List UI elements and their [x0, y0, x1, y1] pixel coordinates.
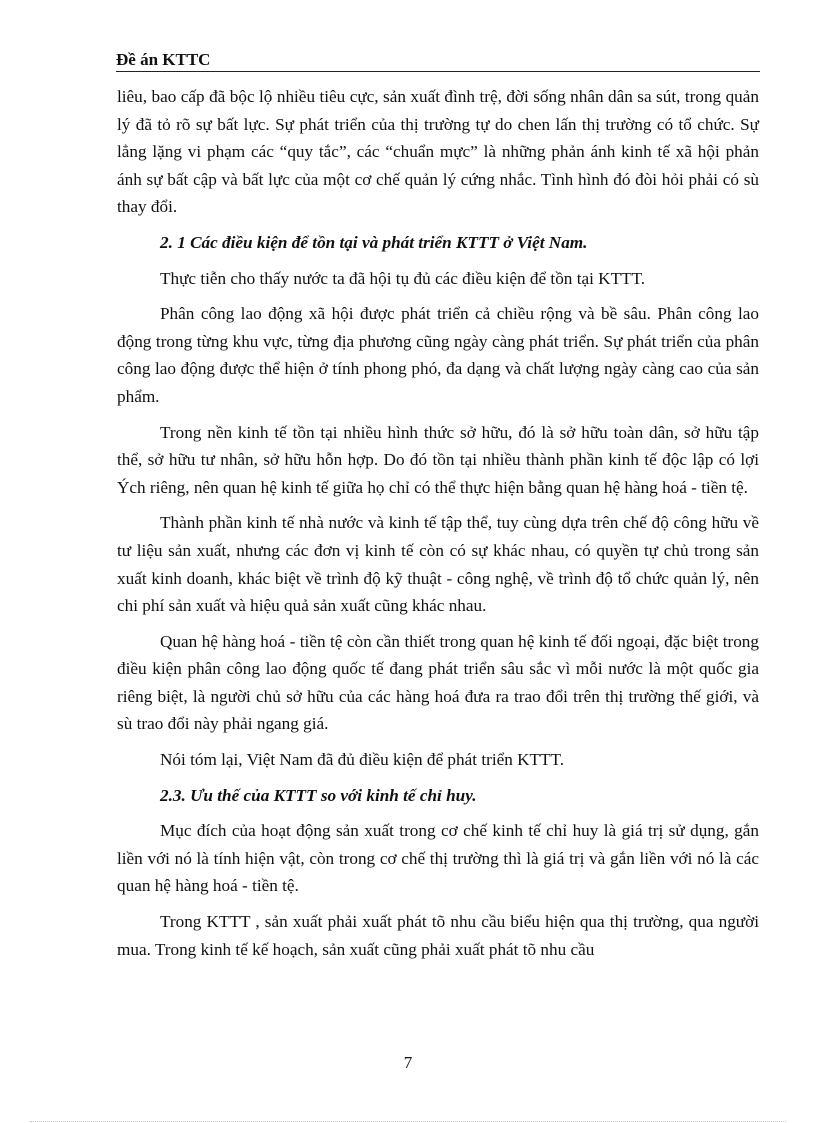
- paragraph: Mục đích của hoạt động sản xuất trong cơ chế kinh tế chỉ huy là giá trị sử dụng, gắn liền với nó là tính hiện vật, còn trong cơ chế thị trường thì là giá trị và gắn liền với nó là các quan hệ hàng hoá - tiền tệ.: [117, 821, 759, 896]
- paragraph: Thành phần kinh tế nhà nước và kinh tế tập thể, tuy cùng dựa trên chế độ công hữu về tư liệu sản xuất, nhưng các đơn vị kinh tế còn có sự khác nhau, có quyền tự chủ trong sản xuất kinh doanh, khác biệt về trình độ kỹ thuật - công nghệ, về trình độ tổ chức quản lý, nên chi phí sản xuất và hiệu quả sản xuất cũng khác nhau.: [117, 513, 759, 616]
- paragraph: Nói tóm lại, Việt Nam đã đủ điều kiện để phát triển KTTT.: [160, 750, 565, 770]
- paragraph-continued: liêu, bao cấp đã bộc lộ nhiều tiêu cực, sản xuất đình trệ, đời sống nhân dân sa sút, trong quản lý đã tỏ rõ sự bất lực. Sự phát triển của thị trường tự do chen lấn thị trường có tổ chức. Sự lẳng lặng vi phạm các “quy tắc”, các “chuẩn mực” là những phản ánh kinh tế xã hội phản ánh sự bất cập và bất lực của một cơ chế quản lý cứng nhắc. Tình hình đó đòi hỏi phải có sù thay đổi.: [117, 87, 759, 217]
- section-heading-2-1: 2. 1 Các điều kiện để tồn tại và phát triển KTTT ở Việt Nam.: [160, 232, 588, 252]
- paragraph: Trong nền kinh tế tồn tại nhiều hình thức sở hữu, đó là sở hữu toàn dân, sở hữu tập thể, sở hữu tư nhân, sở hữu hỗn hợp. Do đó tồn tại nhiều thành phần kinh tế độc lập có lợi Ých riêng, nên quan hệ kinh tế giữa họ chỉ có thể thực hiện bằng quan hệ hàng hoá - tiền tệ.: [117, 422, 759, 497]
- page-number: 7: [403, 1053, 413, 1072]
- paragraph: Phân công lao động xã hội được phát triển cả chiều rộng và bề sâu. Phân công lao động trong từng khu vực, từng địa phương cũng ngày càng phát triển. Sự phát triển của phân công lao động được thể hiện ở tính phong phó, đa dạng và chất lượng ngày càng cao của sản phẩm.: [117, 304, 759, 406]
- paragraph: Trong KTTT , sản xuất phải xuất phát tõ nhu cầu biểu hiện qua thị trường, qua người mua. Trong kinh tế kế hoạch, sản xuất cũng phải xuất phát tõ nhu cầu: [117, 912, 759, 959]
- page-bottom-divider: [30, 1121, 786, 1122]
- document-body: [117, 83, 759, 971]
- paragraph: Quan hệ hàng hoá - tiền tệ còn cần thiết trong quan hệ kinh tế đối ngoại, đặc biệt trong điều kiện phân công lao động quốc tế đang phát triển sâu sắc vì mỗi nước là một quốc gia riêng biệt, là người chủ sở hữu của các hàng hoá đưa ra trao đổi trên thị trường thế giới, và sù trao đổi này phải ngang giá.: [117, 631, 759, 734]
- header-divider: [116, 71, 760, 72]
- document-header-title: Đề án KTTC: [116, 50, 211, 69]
- section-heading-2-3: 2.3. Ưu thế của KTTT so với kinh tế chỉ huy.: [160, 785, 477, 805]
- paragraph: Thực tiễn cho thấy nước ta đã hội tụ đủ các điều kiện để tồn tại KTTT.: [160, 268, 646, 288]
